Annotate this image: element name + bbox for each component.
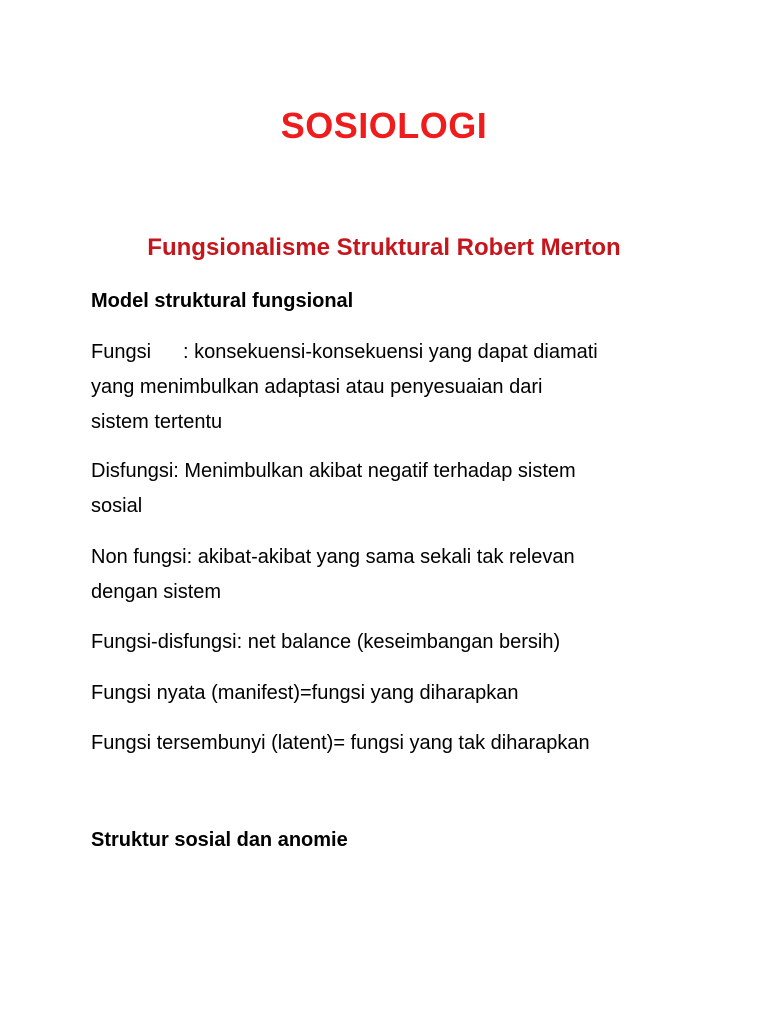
disfungsi-line-1: Disfungsi: Menimbulkan akibat negatif terhadap sistem <box>91 460 576 482</box>
fungsi-term: Fungsi <box>91 341 152 363</box>
paragraph-fungsi-disfungsi: Fungsi-disfungsi: net balance (keseimbangan bersih) <box>91 631 561 653</box>
paragraph-fungsi <box>91 335 691 440</box>
paragraph-disfungsi <box>91 454 691 524</box>
fungsi-definition: : konsekuensi-konsekuensi yang dapat diamati <box>183 341 598 363</box>
paragraph-fungsi-tersembunyi: Fungsi tersembunyi (latent)= fungsi yang tak diharapkan <box>91 732 590 754</box>
disfungsi-line-2: sosial <box>91 495 143 517</box>
fungsi-line-2: yang menimbulkan adaptasi atau penyesuaian dari <box>91 376 543 398</box>
document-subtitle: Fungsionalisme Struktural Robert Merton <box>147 234 621 261</box>
non-fungsi-line-1: Non fungsi: akibat-akibat yang sama sekali tak relevan <box>91 546 575 568</box>
paragraph-non-fungsi <box>91 540 691 610</box>
fungsi-line-3: sistem tertentu <box>91 411 223 433</box>
paragraph-fungsi-nyata: Fungsi nyata (manifest)=fungsi yang diharapkan <box>91 682 519 704</box>
heading-model-struktural: Model struktural fungsional <box>91 290 354 312</box>
fungsi-line-1 <box>91 335 691 370</box>
heading-struktur-sosial: Struktur sosial dan anomie <box>91 829 348 851</box>
document-title: SOSIOLOGI <box>280 105 488 146</box>
non-fungsi-line-2: dengan sistem <box>91 581 222 603</box>
